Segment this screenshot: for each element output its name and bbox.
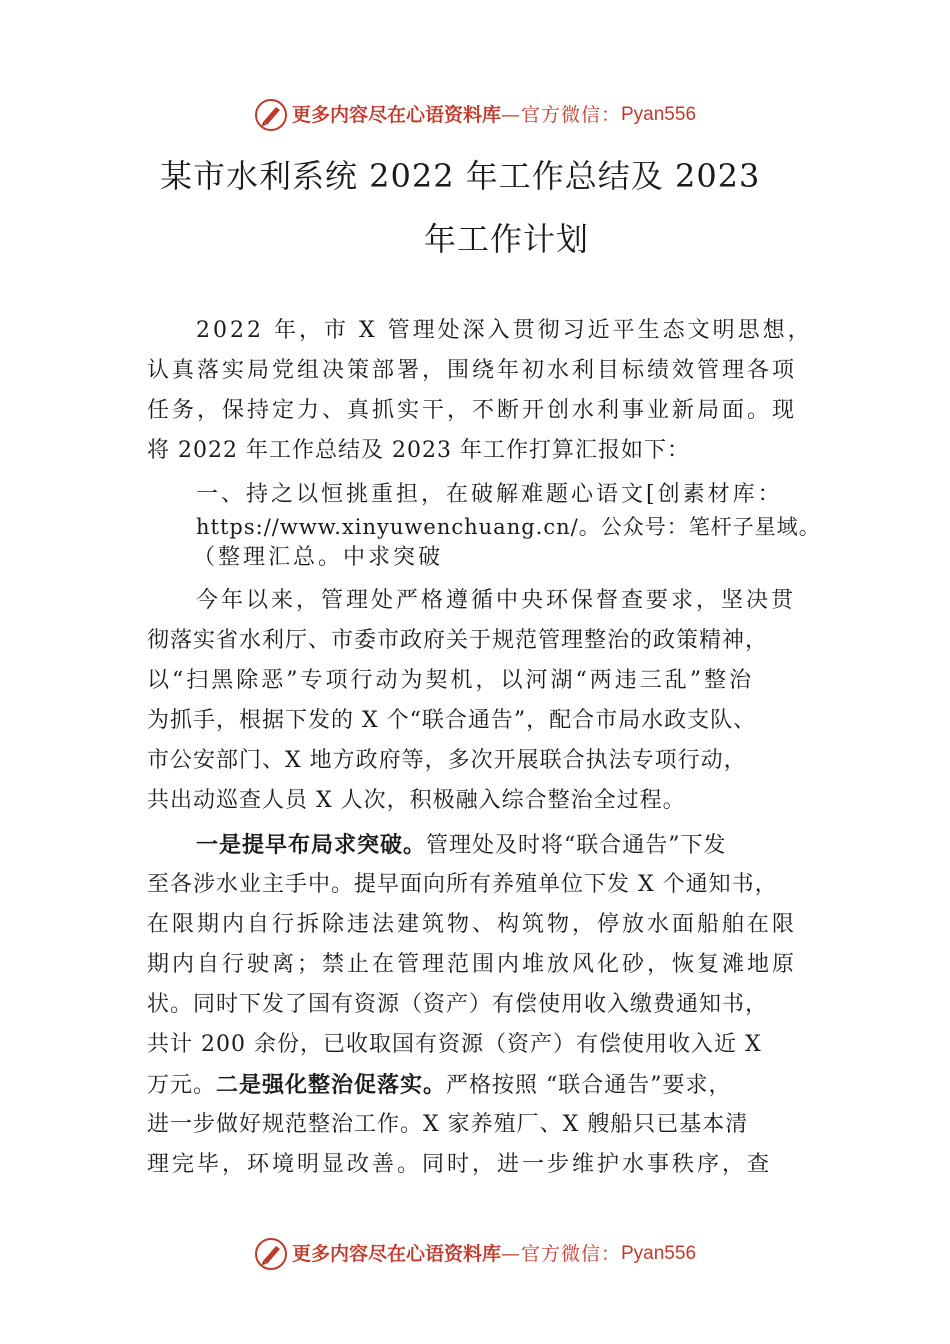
section-heading-line: （整理汇总。中求突破 <box>193 545 444 570</box>
header-watermark <box>0 98 950 132</box>
body-line: 今年以来，管理处严格遵循中央环保督查要求，坚决贯 <box>196 588 797 613</box>
body-line: 任务，保持定力、真抓实干，不断开创水利事业新局面。现 <box>147 398 798 423</box>
body-line: 在限期内自行拆除违法建筑物、构筑物，停放水面船舶在限 <box>147 912 798 937</box>
footer-watermark <box>0 1237 950 1271</box>
body-line: 进一步做好规范整治工作。X 家养殖厂、X 艘船只已基本清 <box>147 1112 749 1137</box>
section-heading-line: https://www.xinyuwenchuang.cn/。公众号：笔杆子星域。 <box>196 515 821 539</box>
watermark-wechat-label: 官方微信： <box>520 104 621 126</box>
body-line: 共计 200 余份，已收取国有资源（资产）有偿使用收入近 X <box>147 1032 762 1057</box>
watermark-brand: 更多内容尽在心语资料库 <box>291 104 501 126</box>
body-line: 将 2022 年工作总结及 2023 年工作打算汇报如下： <box>147 438 690 463</box>
body-line: 2022 年，市 X 管理处深入贯彻习近平生态文明思想， <box>196 318 813 343</box>
body-line: 认真落实局党组决策部署，围绕年初水利目标绩效管理各项 <box>147 358 798 383</box>
body-line <box>196 830 727 861</box>
bold-lead-2: 二是强化整治促落实。 <box>216 1072 447 1098</box>
body-line: 以“扫黑除恶”专项行动为契机，以河湖“两违三乱”整治 <box>147 668 754 693</box>
pen-logo-icon <box>254 1237 288 1271</box>
watermark-dash: — <box>500 104 521 126</box>
body-line: 为抓手，根据下发的 X 个“联合通告”，配合市局水政支队、 <box>147 708 757 733</box>
document-title-line-2: 年工作计划 <box>424 220 590 258</box>
watermark-brand: 更多内容尽在心语资料库 <box>291 1243 501 1265</box>
body-line: 共出动巡查人员 X 人次，积极融入综合整治全过程。 <box>147 788 686 813</box>
document-title-line-1: 某市水利系统 2022 年工作总结及 2023 <box>160 157 761 195</box>
pen-logo-icon <box>254 98 288 132</box>
body-line <box>147 1070 732 1101</box>
body-text: 万元。 <box>147 1073 217 1098</box>
body-line: 市公安部门、X 地方政府等，多次开展联合执法专项行动， <box>147 748 747 773</box>
body-line: 至各涉水业主手中。提早面向所有养殖单位下发 X 个通知书， <box>147 872 778 897</box>
bold-lead-1: 一是提早布局求突破。 <box>196 832 427 858</box>
watermark-dash: — <box>500 1243 521 1265</box>
watermark-wechat-id: Pyan556 <box>621 104 697 125</box>
section-heading-line: 一、持之以恒挑重担，在破解难题心语文[创素材库： <box>196 482 783 507</box>
body-text: 严格按照 “联合通告”要求， <box>446 1073 732 1098</box>
watermark-wechat-label: 官方微信： <box>520 1243 621 1265</box>
body-text: 管理处及时将“联合通告”下发 <box>426 833 727 858</box>
body-line: 理完毕，环境明显改善。同时，进一步维护水事秩序，查 <box>147 1152 773 1177</box>
body-line: 状。同时下发了国有资源（资产）有偿使用收入缴费通知书， <box>147 992 769 1017</box>
body-line: 期内自行驶离；禁止在管理范围内堆放风化砂，恢复滩地原 <box>147 952 798 977</box>
watermark-wechat-id: Pyan556 <box>621 1243 697 1264</box>
body-line: 彻落实省水利厅、市委市政府关于规范管理整治的政策精神， <box>147 628 769 653</box>
